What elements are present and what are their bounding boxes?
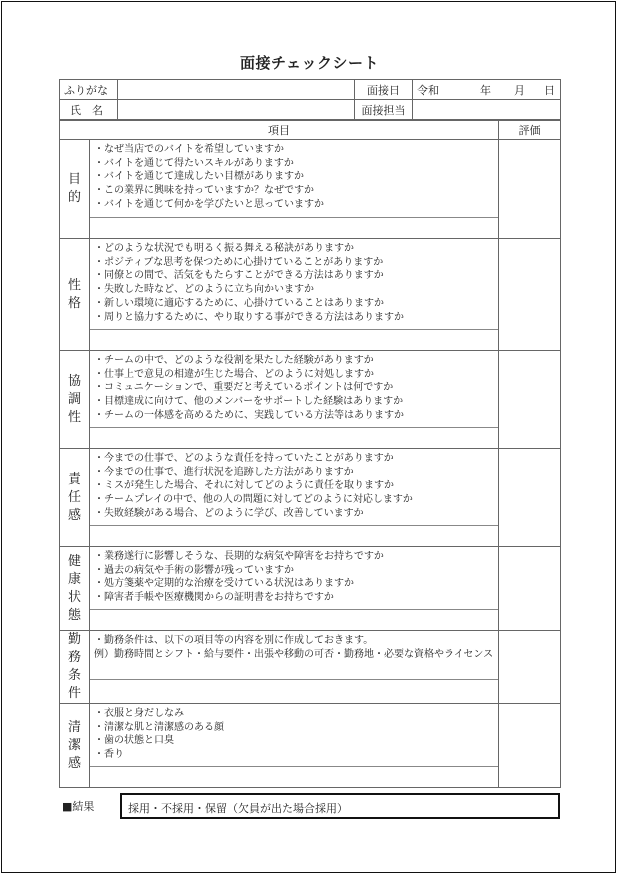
- question-item: ・チームの中で、どのような役割を果たした経験がありますか: [94, 355, 374, 366]
- notes-field[interactable]: [90, 217, 498, 238]
- evaluation-column-header: 評価: [499, 121, 561, 140]
- question-item: ・香り: [94, 749, 124, 761]
- question-item: ・同僚との間で、活気をもたらすことができる方法はありますか: [94, 270, 384, 282]
- question-list: [90, 704, 498, 764]
- questions-cell: [90, 631, 499, 704]
- question-item: ・処方箋薬や定期的な治療を受けている状況はありますか: [94, 578, 354, 590]
- result-box[interactable]: [120, 793, 560, 819]
- category-cell: [60, 351, 90, 449]
- question-item: ・仕事上で意見の相違が生じた場合、どのように対処しますか: [94, 368, 374, 380]
- question-item: ・バイトを通じて何かを学びたいと思っていますか: [94, 198, 324, 210]
- category-cell: [60, 239, 90, 351]
- category-char: 健: [67, 553, 81, 569]
- category-label: [68, 373, 81, 427]
- notes-field[interactable]: [90, 609, 498, 630]
- section-row: [60, 449, 561, 547]
- date-month-unit: 月: [514, 83, 525, 97]
- question-item: ・チームプレイの中で、他の人の問題に対してどのように対応しますか: [94, 494, 413, 506]
- category-char: 態: [67, 607, 81, 623]
- category-char: 的: [67, 190, 81, 205]
- category-label: [68, 719, 81, 773]
- category-char: 清: [67, 719, 81, 735]
- question-list: [90, 631, 498, 663]
- category-label: [68, 277, 81, 313]
- category-label: [68, 471, 81, 525]
- question-item: ・周りと協力するために、やり取りする事ができる方法はありますか: [94, 311, 404, 323]
- questions-cell: [90, 351, 499, 449]
- furigana-label: ふりがな: [60, 80, 118, 100]
- evaluation-cell[interactable]: [499, 351, 561, 449]
- section-row: [60, 140, 561, 239]
- questions-cell: [90, 547, 499, 631]
- page-title: 面接チェックシート: [239, 54, 380, 72]
- question-item: ・過去の病気や手術の影響が残っていますか: [94, 564, 294, 576]
- notes-field[interactable]: [90, 427, 498, 448]
- category-char: 調: [67, 391, 81, 407]
- question-item: 例）勤務時間とシフト・給与要件・出張や移動の可否・勤務地・必要な資格やライセンス: [94, 648, 494, 660]
- question-item: ・衣服と身だしなみ: [94, 708, 184, 719]
- category-cell: [60, 449, 90, 547]
- category-char: 務: [67, 650, 81, 665]
- question-item: ・失敗経験がある場合、どのように学び、改善していますか: [94, 507, 364, 519]
- evaluation-cell[interactable]: [499, 449, 561, 547]
- category-char: 条: [67, 668, 81, 683]
- category-char: 康: [67, 571, 81, 587]
- question-item: ・失敗した時など、どのように立ち向かいますか: [94, 284, 314, 296]
- category-label: [68, 553, 81, 625]
- category-char: 責: [67, 471, 81, 487]
- interviewer-label: 面接担当: [355, 100, 413, 120]
- question-list: [90, 351, 498, 425]
- question-item: ・この業界に興味を持っていますか？なぜですか: [94, 185, 314, 197]
- category-label: [68, 171, 81, 207]
- notes-field[interactable]: [90, 329, 498, 350]
- evaluation-cell[interactable]: [499, 239, 561, 351]
- date-year-unit: 年: [480, 83, 491, 97]
- category-cell: [60, 631, 90, 704]
- questions-cell: [90, 239, 499, 351]
- question-list: [90, 239, 498, 326]
- question-item: ・勤務条件は、以下の項目等の内容を別に作成しておきます。: [94, 635, 374, 646]
- category-char: 件: [67, 686, 81, 701]
- category-char: 感: [67, 755, 81, 771]
- question-item: ・今までの仕事で、進行状況を追跡した方法がありますか: [94, 466, 354, 478]
- category-cell: [60, 140, 90, 239]
- question-item: ・チームの一体感を高めるために、実践している方法等はありますか: [94, 409, 404, 421]
- question-item: ・バイトを通じて得たいスキルがありますか: [94, 157, 294, 169]
- question-item: ・今までの仕事で、どのような責任を持っていたことがありますか: [94, 453, 394, 464]
- name-field[interactable]: [118, 100, 355, 120]
- category-char: 勤: [67, 632, 81, 647]
- category-char: 潔: [67, 737, 81, 753]
- evaluation-cell[interactable]: [499, 704, 561, 788]
- category-char: 感: [67, 507, 81, 523]
- notes-field[interactable]: [90, 766, 498, 787]
- interviewer-field[interactable]: [413, 100, 561, 120]
- category-char: 状: [67, 589, 81, 605]
- date-era: 令和: [417, 83, 439, 97]
- category-cell: [60, 704, 90, 788]
- evaluation-cell[interactable]: [499, 547, 561, 631]
- evaluation-cell[interactable]: [499, 140, 561, 239]
- notes-field[interactable]: [90, 525, 498, 546]
- category-char: 性: [67, 409, 81, 425]
- section-row: [60, 351, 561, 449]
- question-list: [90, 547, 498, 607]
- questions-cell: [90, 449, 499, 547]
- section-row: [60, 239, 561, 351]
- question-list: [90, 140, 498, 214]
- category-char: 任: [67, 489, 81, 505]
- question-list: [90, 449, 498, 523]
- interview-date-label: 面接日: [355, 80, 413, 100]
- interview-date-field[interactable]: [413, 80, 561, 100]
- item-column-header: 項目: [60, 121, 499, 140]
- question-item: ・どのような状況でも明るく振る舞える秘訣がありますか: [94, 243, 354, 254]
- category-char: 目: [67, 172, 81, 187]
- date-day-unit: 日: [544, 83, 555, 97]
- question-item: ・ポジティブな思考を保つために心掛けていることがありますか: [94, 256, 384, 268]
- notes-field[interactable]: [90, 679, 498, 700]
- question-item: ・障害者手帳や医療機関からの証明書をお持ちですか: [94, 592, 334, 604]
- result-options: 採用・不採用・保留（欠員が出た場合採用）: [128, 802, 348, 815]
- category-char: 格: [67, 295, 81, 311]
- checklist-table: [59, 120, 561, 788]
- question-item: ・バイトを通じて達成したい目標がありますか: [94, 171, 304, 183]
- section-row: [60, 704, 561, 788]
- section-row: [60, 547, 561, 631]
- questions-cell: [90, 140, 499, 239]
- question-item: ・新しい環境に適応するために、心掛けていることはありますか: [94, 297, 384, 309]
- category-cell: [60, 547, 90, 631]
- question-item: ・業務遂行に影響しそうな、長期的な病気や障害をお持ちですか: [94, 551, 384, 562]
- result-label: ■結果: [62, 800, 95, 813]
- category-label: [68, 631, 81, 703]
- section-row: [60, 631, 561, 704]
- name-label: 氏 名: [60, 100, 118, 120]
- question-item: ・コミュニケーションで、重要だと考えているポイントは何ですか: [94, 382, 394, 394]
- question-item: ・ミスが発生した場合、それに対してどのように責任を取りますか: [94, 480, 394, 492]
- furigana-field[interactable]: [118, 80, 355, 100]
- category-char: 協: [67, 373, 81, 389]
- question-item: ・なぜ当店でのバイトを希望していますか: [94, 144, 284, 155]
- questions-cell: [90, 704, 499, 788]
- question-item: ・歯の状態と口臭: [94, 735, 174, 747]
- question-item: ・清潔な肌と清潔感のある顔: [94, 721, 224, 733]
- category-char: 性: [67, 277, 81, 293]
- applicant-info-table: [59, 79, 561, 120]
- question-item: ・目標達成に向けて、他のメンバーをサポートした経験はありますか: [94, 396, 404, 408]
- evaluation-cell[interactable]: [499, 631, 561, 704]
